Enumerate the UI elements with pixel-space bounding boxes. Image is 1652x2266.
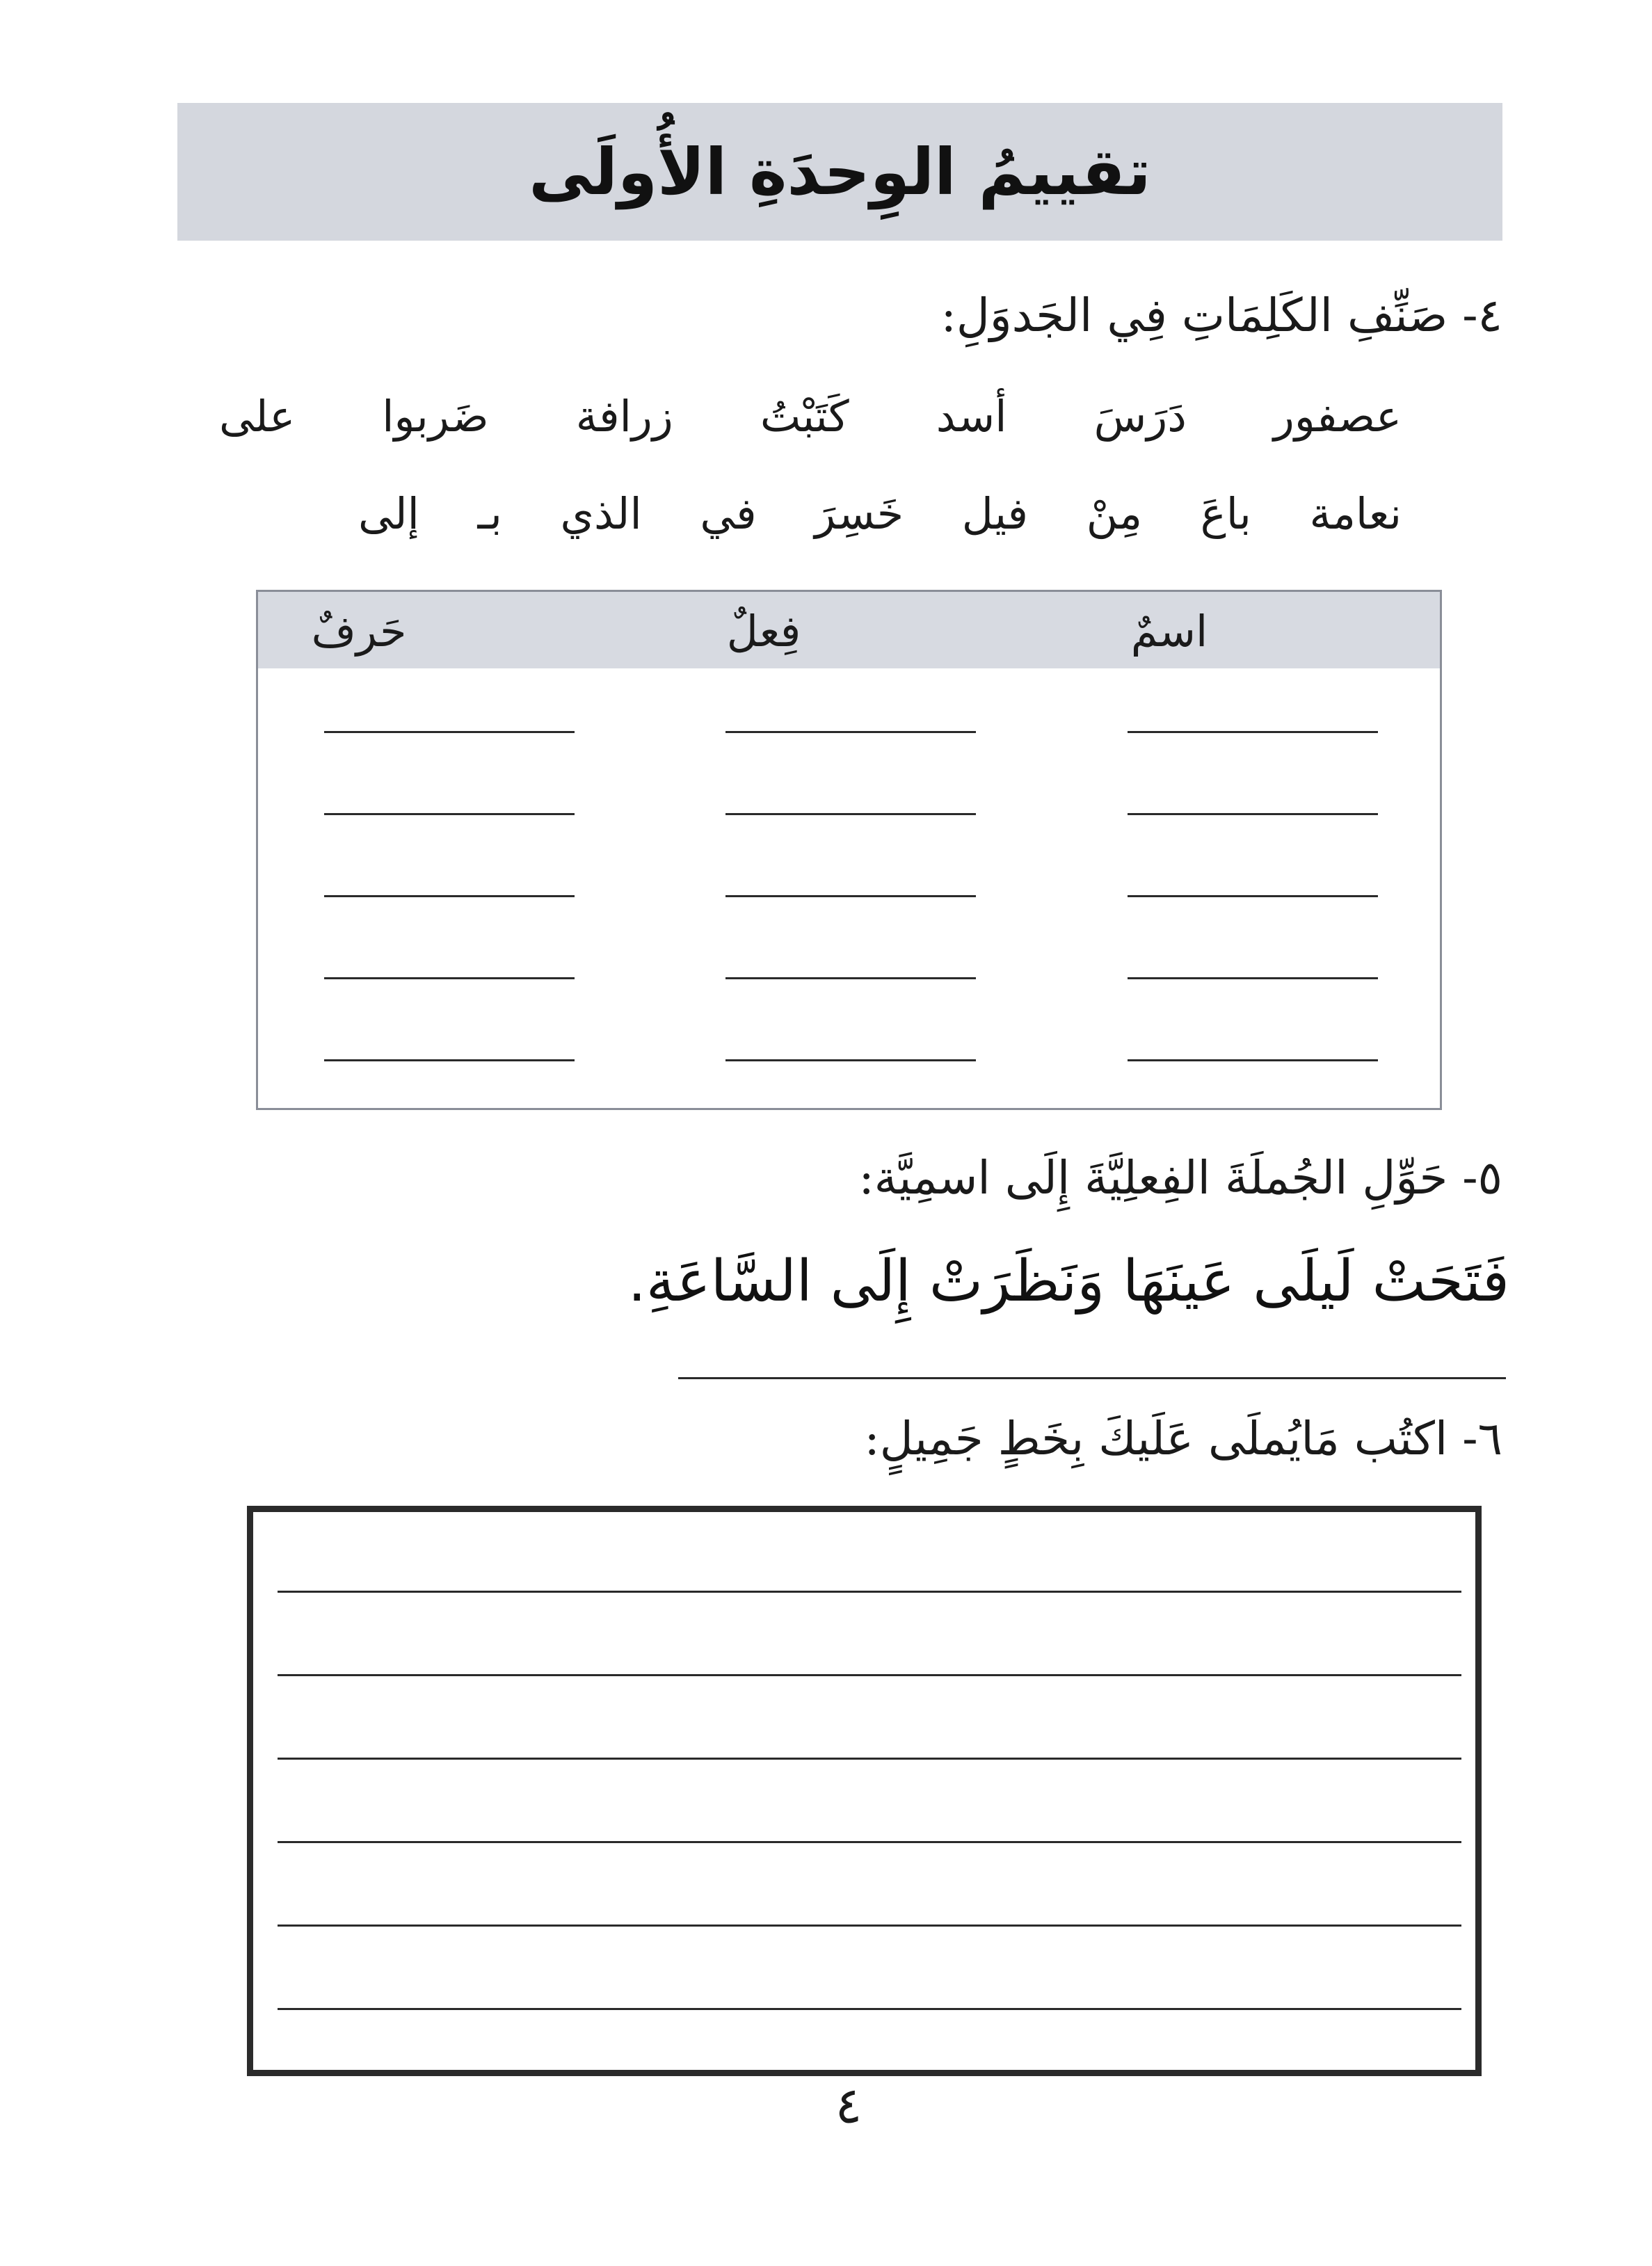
word-bank-item: عصفور: [1273, 390, 1402, 442]
column-header-particle: حَرفٌ: [311, 606, 407, 657]
question-5-heading: ٥- حَوِّلِ الجُملَةَ الفِعلِيَّةَ إِلَى اسمِيَّة:: [858, 1151, 1502, 1205]
word-bank-item: دَرَسَ: [1093, 390, 1187, 442]
word-bank-item: كَتَبْتُ: [760, 390, 849, 442]
question-4-heading: ٤- صَنِّفِ الكَلِمَاتِ فِي الجَدوَلِ:: [940, 289, 1502, 342]
writing-line[interactable]: [278, 1841, 1461, 1843]
answer-line-particle[interactable]: [324, 1059, 575, 1061]
word-bank-item: على: [219, 390, 296, 442]
answer-line-noun[interactable]: [1128, 731, 1378, 733]
word-bank-item: في: [700, 488, 757, 539]
writing-line[interactable]: [278, 2008, 1461, 2010]
column-header-verb: فِعلٌ: [726, 606, 801, 657]
title-bar: [177, 103, 1502, 241]
answer-line-sentence[interactable]: [678, 1377, 1506, 1379]
answer-line-noun[interactable]: [1128, 813, 1378, 815]
word-bank-item: مِنْ: [1086, 488, 1143, 539]
word-bank-item: الذي: [560, 488, 642, 539]
answer-line-particle[interactable]: [324, 895, 575, 897]
answer-line-particle[interactable]: [324, 813, 575, 815]
answer-line-verb[interactable]: [725, 813, 976, 815]
word-bank-item: زرافة: [575, 390, 673, 442]
answer-line-verb[interactable]: [725, 731, 976, 733]
word-bank-item: نعامة: [1309, 488, 1402, 539]
answer-line-verb[interactable]: [725, 895, 976, 897]
dictation-box[interactable]: [247, 1506, 1482, 2076]
table-header: [258, 592, 1440, 668]
answer-line-noun[interactable]: [1128, 895, 1378, 897]
word-bank-item: باعَ: [1200, 488, 1251, 539]
word-bank-item: فيل: [961, 488, 1029, 539]
writing-line[interactable]: [278, 1925, 1461, 1927]
answer-line-noun[interactable]: [1128, 977, 1378, 979]
question-6-heading: ٦- اكتُب مَايُملَى عَلَيكَ بِخَطٍ جَمِيلٍ:: [864, 1412, 1502, 1465]
writing-line[interactable]: [278, 1674, 1461, 1676]
answer-line-particle[interactable]: [324, 977, 575, 979]
word-bank-item: خَسِرَ: [815, 488, 904, 539]
word-bank-item: بـ: [477, 488, 502, 539]
writing-line[interactable]: [278, 1758, 1461, 1760]
word-bank-row-2: [358, 479, 1402, 548]
column-header-noun: اسمٌ: [1130, 606, 1208, 657]
answer-line-noun[interactable]: [1128, 1059, 1378, 1061]
writing-line[interactable]: [278, 1591, 1461, 1593]
answer-line-verb[interactable]: [725, 1059, 976, 1061]
word-bank-item: إلى: [358, 488, 419, 539]
word-bank-item: ضَربوا: [382, 390, 489, 442]
word-bank-item: أسد: [936, 390, 1007, 442]
page-number: ٤: [835, 2076, 863, 2135]
word-bank-row-1: [219, 381, 1402, 451]
answer-line-verb[interactable]: [725, 977, 976, 979]
answer-line-particle[interactable]: [324, 731, 575, 733]
classification-table: [256, 590, 1442, 1110]
page-title: تقييمُ الوِحدَةِ الأُولَى: [529, 134, 1151, 209]
source-sentence: فَتَحَتْ لَيلَى عَينَهَا وَنَظَرَتْ إِلَى السَّاعَةِ.: [627, 1248, 1509, 1315]
